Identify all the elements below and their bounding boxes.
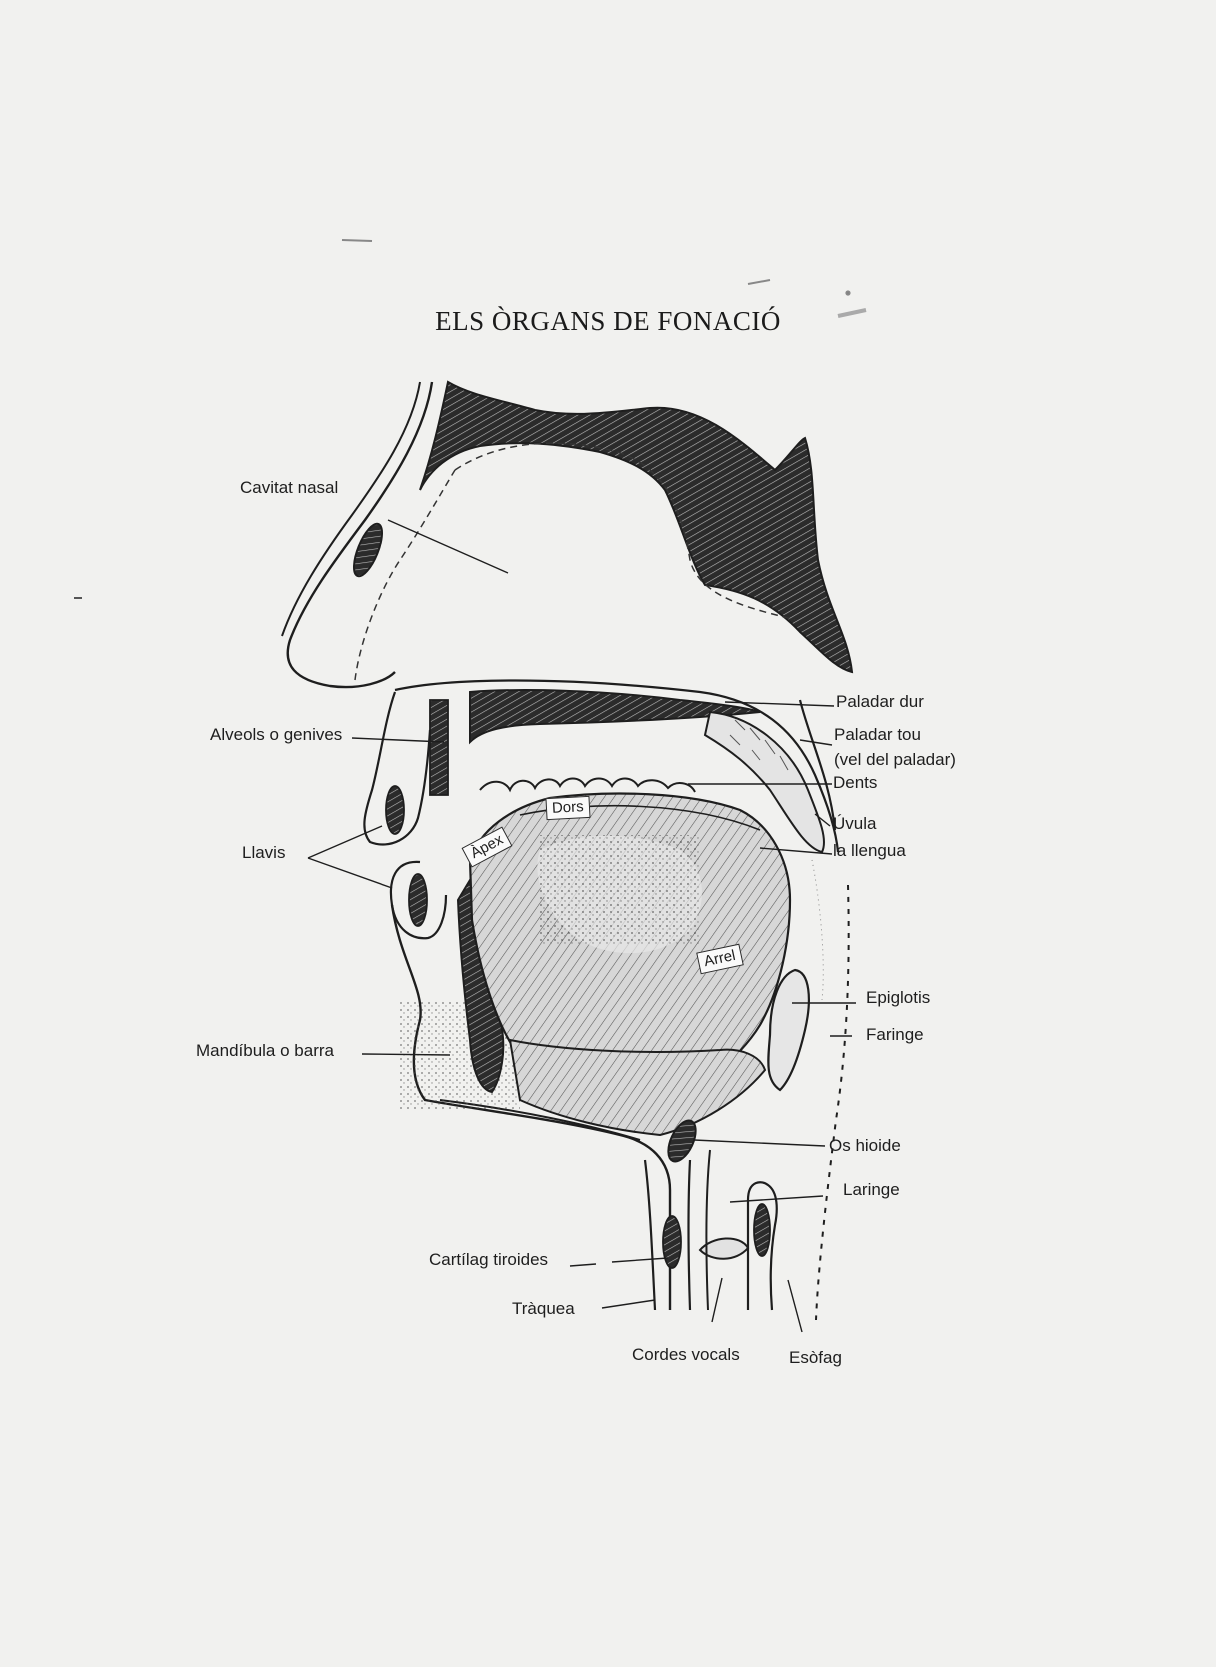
label-epiglotis: Epiglotis [866, 988, 931, 1007]
label-esofag: Esòfag [789, 1348, 842, 1367]
label-mandibula: Mandíbula o barra [196, 1041, 334, 1060]
label-paladar-dur: Paladar dur [836, 692, 924, 711]
upper-teeth [480, 779, 695, 793]
label-llengua: la llengua [833, 841, 906, 860]
label-vel-paladar: (vel del paladar) [834, 750, 956, 769]
label-laringe: Laringe [843, 1180, 900, 1199]
label-llavis: Llavis [242, 843, 286, 862]
label-cavitat-nasal: Cavitat nasal [240, 478, 339, 497]
nasal-cavity-outline [288, 382, 432, 687]
label-paladar-tou: Paladar tou [834, 725, 921, 744]
diagram-title: ELS ÒRGANS DE FONACIÓ [435, 306, 781, 336]
label-faringe: Faringe [866, 1025, 924, 1044]
tag-apex: Àpex [462, 826, 513, 867]
tag-dors: Dors [545, 796, 590, 820]
pharynx-wall [816, 885, 849, 1320]
nasal-bone [420, 382, 852, 672]
tag-arrel: Arrel [696, 944, 743, 975]
label-cordes-vocals: Cordes vocals [632, 1345, 740, 1364]
label-dents: Dents [833, 773, 878, 792]
label-cartilag-tiroides: Cartílag tiroides [429, 1250, 549, 1269]
label-uvula: Úvula [833, 814, 877, 833]
label-traquea: Tràquea [512, 1299, 575, 1318]
label-alveols: Alveols o genives [210, 725, 343, 744]
label-os-hioide: Os hioide [829, 1136, 901, 1155]
